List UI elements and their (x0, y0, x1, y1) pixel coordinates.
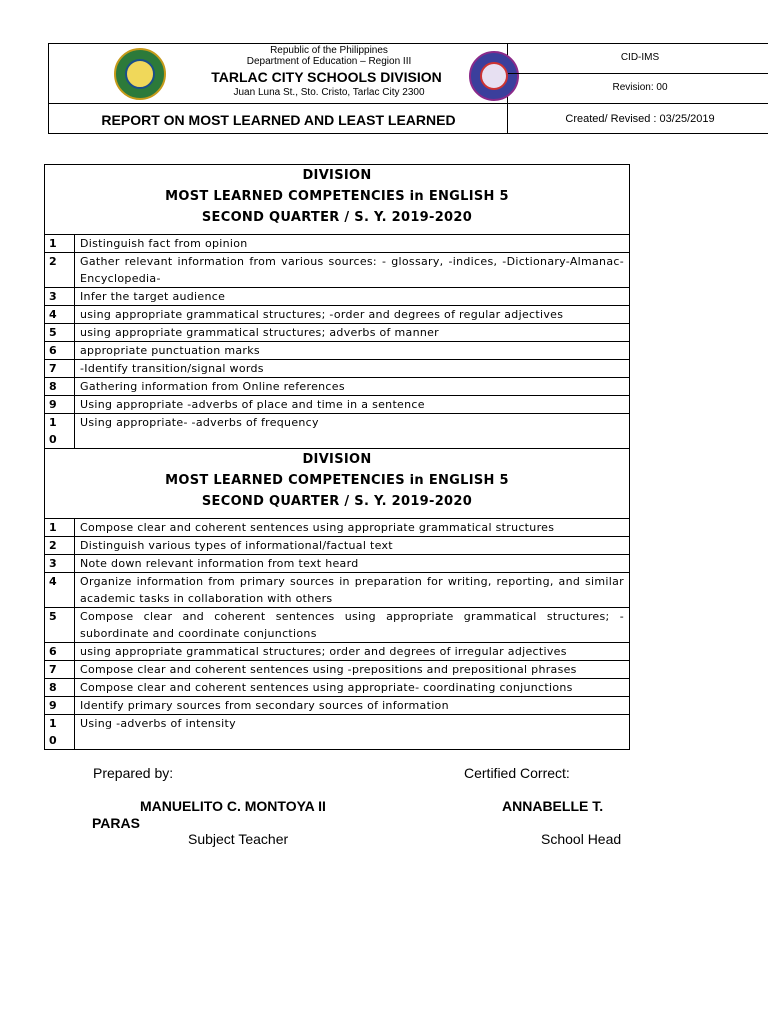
competency-text: Compose clear and coherent sentences using -prepositions and prepositional phrases (75, 661, 630, 679)
competency-text: Infer the target audience (75, 288, 630, 306)
competency-row (45, 288, 630, 306)
competency-text: Compose clear and coherent sentences using appropriate- coordinating conjunctions (75, 679, 630, 697)
competency-text: Identify primary sources from secondary sources of information (75, 697, 630, 715)
competency-number: 5 (45, 608, 75, 643)
competency-number: 4 (45, 306, 75, 324)
header-agency-cell (49, 44, 508, 104)
competency-number: 7 (45, 661, 75, 679)
competency-text: Using appropriate -adverbs of place and time in a sentence (75, 396, 630, 414)
address-line: Juan Luna St., Sto. Cristo, Tarlac City 2300 (233, 87, 425, 98)
competency-text: Organize information from primary sources in preparation for writing, reporting, and similar academic tasks in collaboration with others (75, 573, 630, 608)
competency-number: 8 (45, 679, 75, 697)
competency-table (44, 164, 630, 750)
competency-number: 3 (45, 288, 75, 306)
competency-number: 6 (45, 342, 75, 360)
competency-row (45, 608, 630, 643)
competency-text: using appropriate grammatical structures; adverbs of manner (75, 324, 630, 342)
section-heading-line: MOST LEARNED COMPETENCIES in ENGLISH 5 (165, 473, 509, 488)
competency-number: 1 0 (45, 414, 75, 449)
report-title: REPORT ON MOST LEARNED AND LEAST LEARNED (101, 112, 456, 128)
competency-row (45, 555, 630, 573)
school-head-name: ANNABELLE T. (502, 798, 604, 814)
prepared-by-label: Prepared by: (93, 765, 174, 781)
republic-line: Republic of the Philippines (270, 45, 388, 56)
competency-number: 7 (45, 360, 75, 378)
competency-text: Distinguish fact from opinion (75, 235, 630, 253)
school-head-title: School Head (541, 831, 622, 847)
competency-row (45, 235, 630, 253)
section-heading-row (45, 449, 630, 519)
competency-row (45, 253, 630, 288)
competency-number: 1 (45, 235, 75, 253)
competency-row (45, 715, 630, 750)
certified-correct-label: Certified Correct: (464, 765, 570, 781)
section-heading-line: DIVISION (302, 452, 372, 467)
competency-row (45, 396, 630, 414)
competency-text: Compose clear and coherent sentences using appropriate grammatical structures (75, 519, 630, 537)
competency-row (45, 679, 630, 697)
header-doc-info-cell (508, 44, 768, 104)
doc-code: CID-IMS (620, 52, 660, 63)
competency-number: 6 (45, 643, 75, 661)
competency-number: 1 0 (45, 715, 75, 750)
competency-number: 9 (45, 396, 75, 414)
competency-row (45, 537, 630, 555)
section-heading-row (45, 165, 630, 235)
competency-number: 9 (45, 697, 75, 715)
competency-row (45, 573, 630, 608)
section-heading-line: DIVISION (302, 168, 372, 183)
competency-number: 3 (45, 555, 75, 573)
competency-row (45, 697, 630, 715)
section-heading-line: SECOND QUARTER / S. Y. 2019-2020 (201, 210, 473, 225)
competency-row (45, 661, 630, 679)
school-head-name-continued: PARAS (92, 815, 140, 831)
teacher-name: MANUELITO C. MONTOYA II (140, 798, 326, 814)
division-name: TARLAC CITY SCHOOLS DIVISION (211, 69, 442, 85)
section-heading-line: MOST LEARNED COMPETENCIES in ENGLISH 5 (165, 189, 509, 204)
competency-number: 2 (45, 253, 75, 288)
competency-text: Gather relevant information from various sources: - glossary, -indices, -Dictionary-Almanac-Encyclopedia- (75, 253, 630, 288)
competency-row (45, 342, 630, 360)
competency-row (45, 324, 630, 342)
teacher-title: Subject Teacher (188, 831, 289, 847)
competency-text: Using appropriate- -adverbs of frequency (75, 414, 630, 449)
competency-text: Gathering information from Online references (75, 378, 630, 396)
competency-text: -Identify transition/signal words (75, 360, 630, 378)
competency-text: using appropriate grammatical structures; -order and degrees of regular adjectives (75, 306, 630, 324)
section-heading-cell (45, 449, 630, 519)
section-heading-cell (45, 165, 630, 235)
competency-number: 2 (45, 537, 75, 555)
competency-row (45, 378, 630, 396)
created-revised-date: Created/ Revised : 03/25/2019 (565, 113, 715, 125)
competency-text: Distinguish various types of informational/factual text (75, 537, 630, 555)
competency-row (45, 360, 630, 378)
competency-text: Using -adverbs of intensity (75, 715, 630, 750)
document-header (48, 43, 768, 134)
revision-label: Revision: 00 (612, 82, 668, 93)
competency-row (45, 643, 630, 661)
competency-text: Compose clear and coherent sentences using appropriate grammatical structures; -subordinate and coordinate conjunctions (75, 608, 630, 643)
competency-number: 4 (45, 573, 75, 608)
competency-text: Note down relevant information from text heard (75, 555, 630, 573)
competency-row (45, 306, 630, 324)
section-heading-line: SECOND QUARTER / S. Y. 2019-2020 (201, 494, 473, 509)
competency-number: 1 (45, 519, 75, 537)
department-line: Department of Education – Region III (246, 56, 412, 67)
competency-row (45, 519, 630, 537)
competency-number: 5 (45, 324, 75, 342)
competency-text: using appropriate grammatical structures; order and degrees of irregular adjectives (75, 643, 630, 661)
competency-number: 8 (45, 378, 75, 396)
doc-code-cell (508, 44, 768, 74)
competency-text: appropriate punctuation marks (75, 342, 630, 360)
competency-row (45, 414, 630, 449)
